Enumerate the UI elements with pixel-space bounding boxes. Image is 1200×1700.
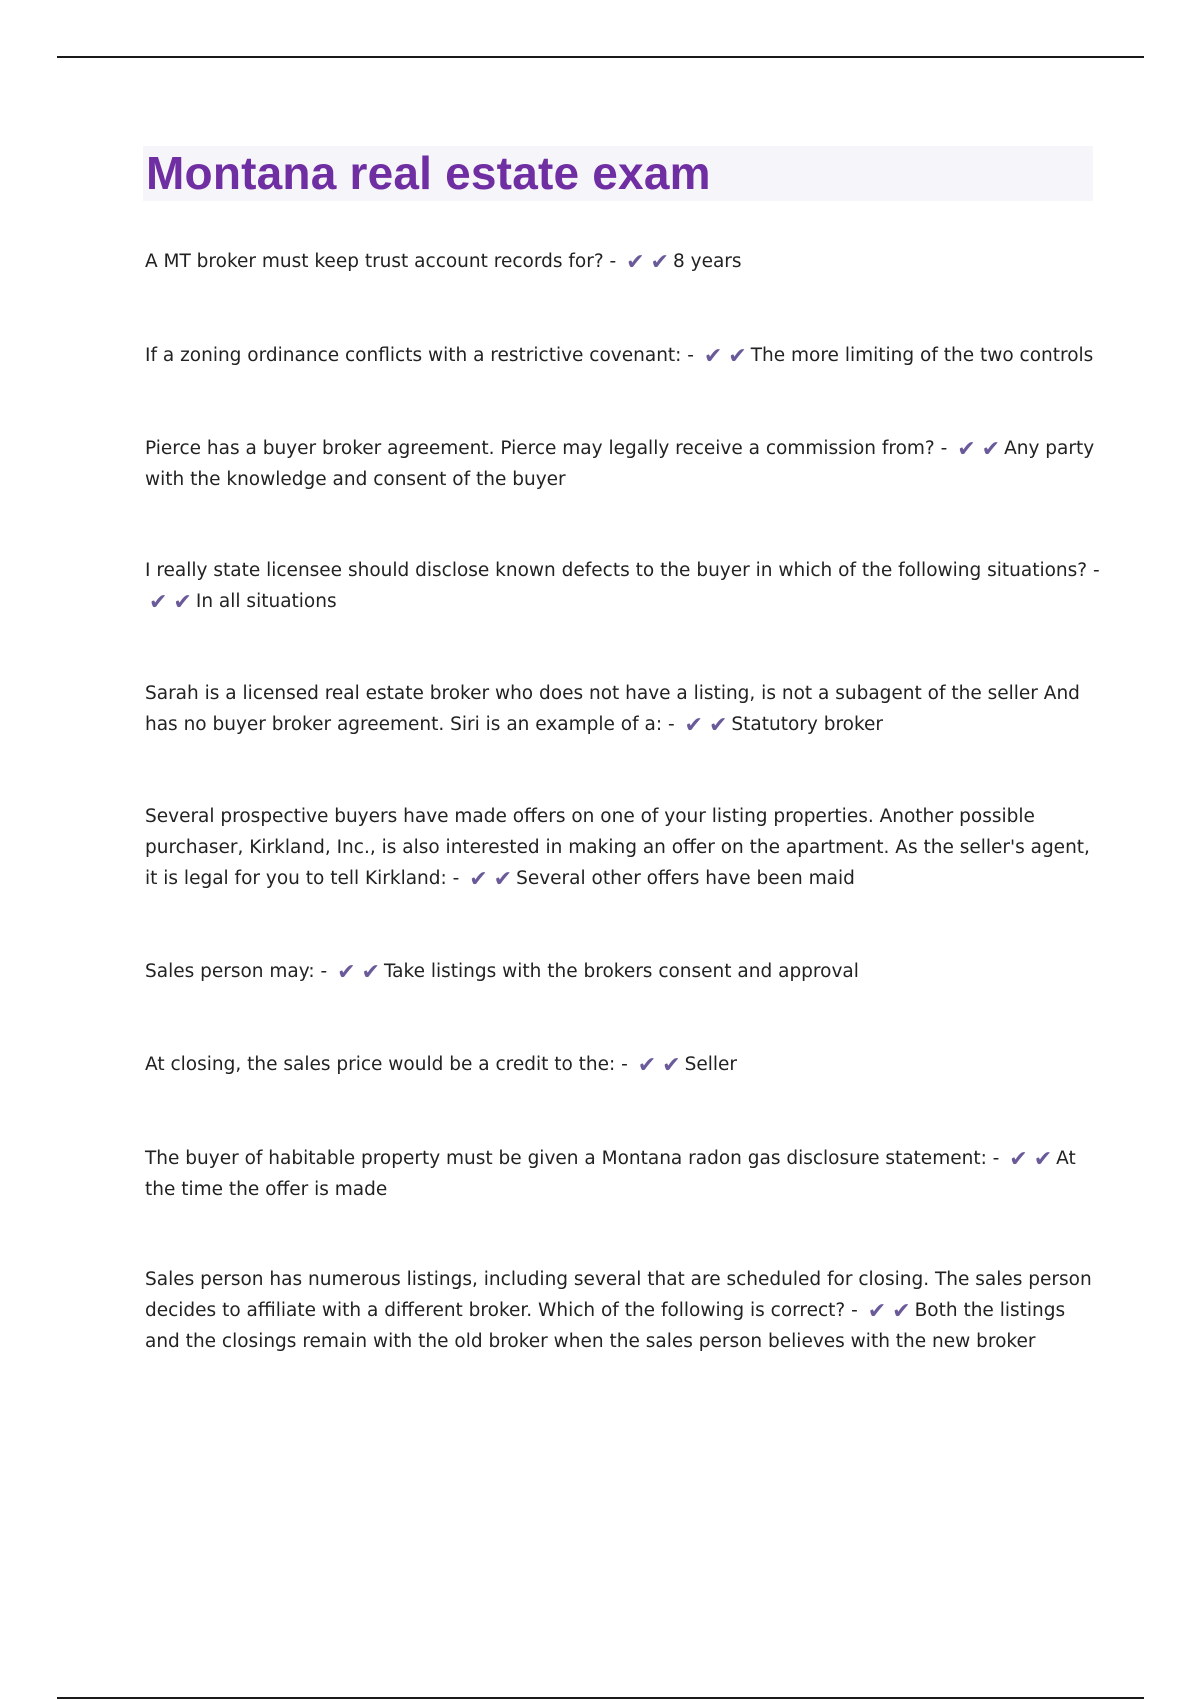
check-icon: ✔✔ xyxy=(957,437,1007,462)
question-text: Pierce has a buyer broker agreement. Pierce may legally receive a commission from? - xyxy=(145,438,948,459)
qa-item xyxy=(145,956,1105,987)
answer-text: 8 years xyxy=(672,251,742,272)
question-text: Sarah is a licensed real estate broker who does not have a listing, is not a subagent of the seller And has no buyer broker agreement. Siri is an example of a: - xyxy=(145,683,1080,735)
answer-text: Several other offers have been maid xyxy=(516,868,855,889)
answer-text: Both the listings and the closings remain with the old broker when the sales person believes with the new broker xyxy=(145,1300,1066,1352)
answer-text: At the time the offer is made xyxy=(145,1148,1076,1200)
check-icon: ✔✔ xyxy=(337,960,386,985)
qa-item xyxy=(145,246,1105,277)
qa-item xyxy=(145,555,1105,617)
question-text: The buyer of habitable property must be given a Montana radon gas disclosure statement: - xyxy=(145,1148,1000,1169)
answer-text: The more limiting of the two controls xyxy=(750,345,1094,366)
qa-item xyxy=(145,678,1105,740)
question-text: Sales person has numerous listings, including several that are scheduled for closing. The sales person decides to affiliate with a different broker. Which of the following is correct? - xyxy=(145,1269,1092,1321)
qa-item xyxy=(145,1264,1105,1357)
check-icon: ✔✔ xyxy=(1009,1147,1059,1172)
question-text: Several prospective buyers have made offers on one of your listing properties. Another possible purchaser, Kirkland, Inc., is also interested in making an offer on the apartment. As the seller's agent, it is legal for you to tell Kirkland: - xyxy=(145,806,1090,889)
question-text: At closing, the sales price would be a credit to the: - xyxy=(145,1054,628,1075)
answer-text: Seller xyxy=(684,1054,737,1075)
check-icon: ✔✔ xyxy=(703,344,753,369)
check-icon: ✔✔ xyxy=(684,713,734,738)
qa-item xyxy=(145,433,1105,495)
answer-text: Any party with the knowledge and consent of the buyer xyxy=(145,438,1095,490)
qa-item xyxy=(145,801,1105,894)
question-text: A MT broker must keep trust account records for? - xyxy=(145,251,617,272)
qa-item xyxy=(145,1049,1105,1080)
qa-item xyxy=(145,340,1105,371)
question-text: I really state licensee should disclose known defects to the buyer in which of the following situations? - xyxy=(145,560,1100,581)
answer-text: In all situations xyxy=(195,591,337,612)
document-title: Montana real estate exam xyxy=(146,147,711,199)
header-rule xyxy=(57,56,1144,58)
check-icon: ✔✔ xyxy=(469,867,519,892)
qa-item xyxy=(145,1143,1105,1205)
question-text: Sales person may: - xyxy=(145,961,328,982)
question-text: If a zoning ordinance conflicts with a restrictive covenant: - xyxy=(145,345,694,366)
check-icon: ✔✔ xyxy=(149,590,198,615)
footer-rule xyxy=(57,1697,1144,1699)
answer-text: Take listings with the brokers consent and approval xyxy=(383,961,859,982)
answer-text: Statutory broker xyxy=(731,714,884,735)
check-icon: ✔✔ xyxy=(637,1053,687,1078)
check-icon: ✔✔ xyxy=(626,250,675,275)
check-icon: ✔✔ xyxy=(867,1299,917,1324)
